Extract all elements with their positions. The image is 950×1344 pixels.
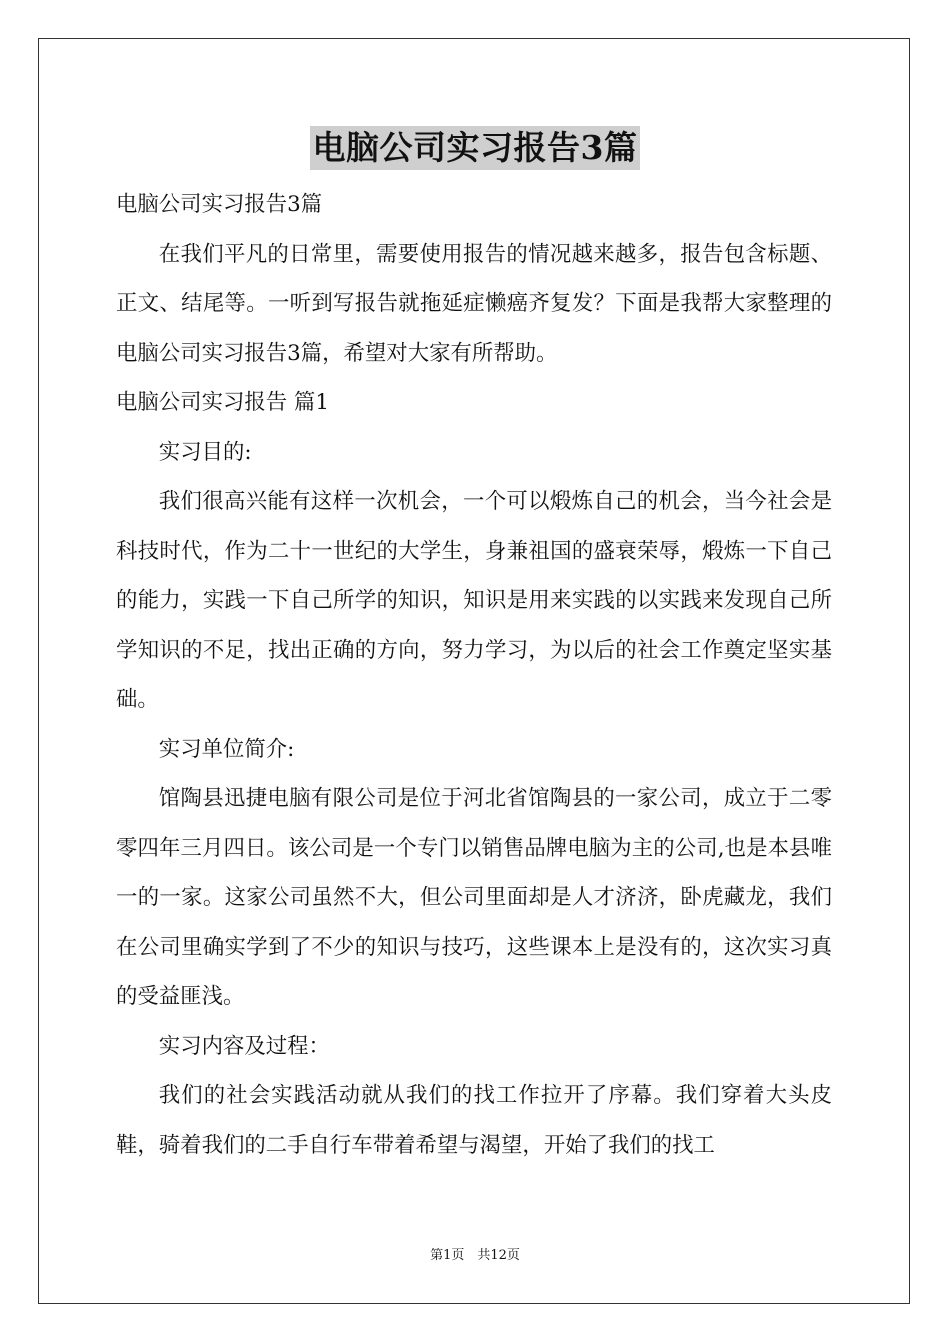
- section-heading: 电脑公司实习报告 篇1: [116, 390, 329, 415]
- page-footer: 第1页 共12页: [430, 1248, 520, 1263]
- title-container: [0, 126, 950, 170]
- subtitle-line: 电脑公司实习报告3篇: [116, 192, 323, 217]
- purpose-paragraph: 我们很高兴能有这样一次机会，一个可以煅炼自己的机会，当今社会是科技时代，作为二十一世纪的大学生，身兼祖国的盛衰荣辱，煅炼一下自己的能力，实践一下自己所学的知识，知识是用来实践的以实践来发现自己所学知识的不足，找出正确的方向，努力学习，为以后的社会工作奠定坚实基础。: [116, 489, 832, 712]
- company-paragraph: 馆陶县迅捷电脑有限公司是位于河北省馆陶县的一家公司，成立于二零零四年三月四日。该公司是一个专门以销售品牌电脑为主的公司,也是本县唯一的一家。这家公司虽然不大，但公司里面却是人才济济，卧虎藏龙，我们在公司里确实学到了不少的知识与技巧，这些课本上是没有的，这次实习真的受益匪浅。: [116, 786, 832, 1009]
- subheading-company: 实习单位简介:: [158, 736, 295, 762]
- content-paragraph: 我们的社会实践活动就从我们的找工作拉开了序幕。我们穿着大头皮鞋，骑着我们的二手自行车带着希望与渴望，开始了我们的找工: [116, 1083, 832, 1158]
- intro-paragraph: 在我们平凡的日常里，需要使用报告的情况越来越多，报告包含标题、正文、结尾等。一听到写报告就拖延症懒癌齐复发？下面是我帮大家整理的电脑公司实习报告3篇，希望对大家有所帮助。: [116, 241, 832, 366]
- document-body: [116, 180, 832, 1170]
- subheading-purpose: 实习目的:: [158, 439, 252, 465]
- document-title: 电脑公司实习报告3篇: [310, 126, 641, 170]
- subheading-content: 实习内容及过程：: [158, 1033, 330, 1059]
